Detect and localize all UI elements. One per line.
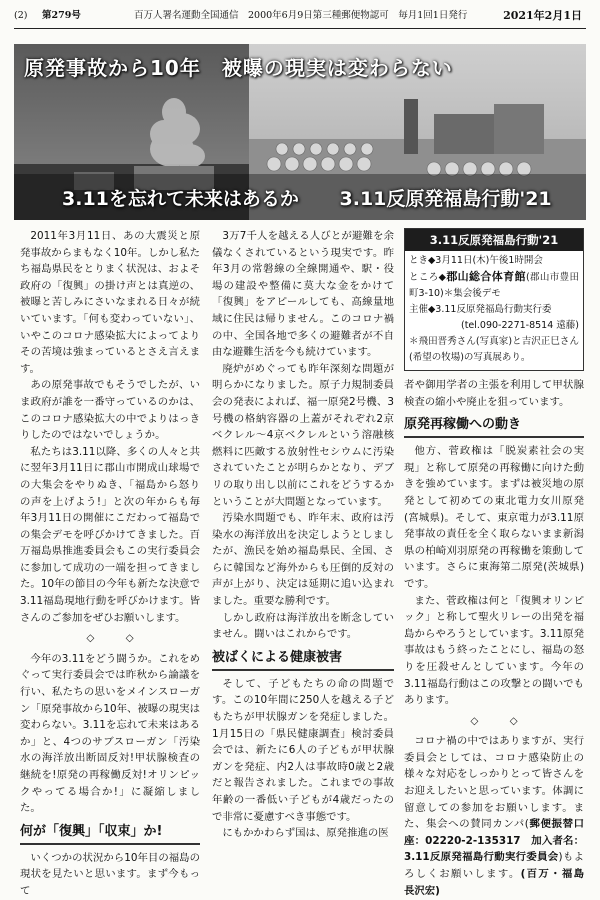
paragraph: 他方、菅政権は「脱炭素社会の実現」と称して原発の再稼働に向けた動きを強めています。まずは被災地の原発として初めての東北電力女川原発(宮城県)。そして、東京電力が3.11原発事故の責任を全く取らないまま新潟県の柏崎刈羽原発の再稼働を策動しています。さらに東海第二原発(茨城県)です。 — [404, 445, 584, 590]
hero-subtitle-left: 3.11を忘れて未来はあるか — [62, 188, 299, 210]
paragraph — [404, 733, 595, 899]
event-venue-address: (郡山市豊田町3-10)＊集会後デモ — [409, 272, 580, 299]
paragraph: にもかかわらず国は、原発推進の医 — [222, 827, 389, 840]
paragraph: 3万7千人を越える人びとが避難を余儀なくされているという現実です。昨年3月の常磐線の全線開通や、駅・役場の建設や整備に莫大な金をかけて「復興」をアピールしても、高線量地域に住民は帰りません。このコロナ禍の中、全国各地で多くの避難者が不自由な避難生活を今も続けています。 — [212, 230, 394, 359]
paragraph: 廃炉がめぐっても昨年深刻な問題が明らかになりました。原子力規制委員会の発表によれば、福一原発2号機、3号機の格納容器の上蓋がそれぞれ2京ベクレル～4京ベクレルという溶融核燃料に匹敵する放射性セシウムに汚染されていたことが明らかとなり、デブリの取り出し以前にこれをどうするかということが大問題となっています。 — [212, 362, 394, 508]
paragraph: 者や御用学者の主張を利用して甲状腺検査の縮小や廃止を狙っています。 — [404, 379, 584, 408]
paragraph-text: )もよろしくお願いします。 — [404, 851, 584, 881]
paragraph: 汚染水問題でも、昨年末、政府は汚染水の海洋放出を決定しようとしましたが、漁民を始め福島県民、全国、さらに韓国など海外からも圧倒的反対の声が上がり、決定は延期に追い込まれました。重要な勝利です。 — [212, 512, 394, 608]
paragraph: しかし政府は海洋放出を断念していません。闘いはこれからです。 — [212, 611, 394, 641]
paragraph-text: コロナ禍の中ではありますが、実行委員会としては、コロナ感染防止の様々な対応をしっかりとって皆さんをお迎えしたいと思っています。体調に留意しての参加をお願いします。また、集会への賛同カンパ( — [404, 735, 584, 831]
event-organizer: 主催◆3.11反原発福島行動実行委 — [409, 304, 552, 315]
author-signature: (百万・福島 長沢宏) — [404, 868, 595, 897]
paragraph: そして、子どもたちの命の問題です。この10年間に250人を越える子どもたちが甲状腺ガンを発症しました。1月15日の「県民健康調査」検討委員会では、新たに6人の子どもが甲状腺ガンを発症、内2人は事故時0歳と2歳だと報告されました。これまでの事故年齢の一番低い子どもが4歳だったので非常に憂慮すべき事態です。 — [212, 677, 394, 823]
event-phone: (tel.090-2271-8514 遠藤) — [460, 320, 579, 331]
issue-date: 2021年2月1日 — [503, 9, 582, 22]
page-number: (2) — [14, 10, 28, 21]
hero-photo-banner — [14, 44, 586, 220]
section-heading: 被ばくによる健康被害 — [212, 649, 394, 671]
page-header — [14, 4, 586, 29]
paragraph: 私たちは3.11以降、多くの人々と共に翌年3月11日に郡山市開成山球場での大集会をやりぬき、「福島から怒りの声を上げよう!」と次の年からも毎年3月11日の開催にこだわって福島での集会デモを呼びかけてきました。百万福島県推進委員会もこの実行委員会に参加して成功の一端を担ってきました。10年の節目の今年も新たな決意で3.11福島現地行動を呼びかけます。皆さんのご参加をぜひお願いします。 — [20, 445, 200, 624]
event-note: ＊飛田晋秀さん(写真家)と吉沢正巳さん(希望の牧場)の写真展あり。 — [409, 336, 579, 363]
section-heading: 何が「復興」「収束」か! — [20, 823, 200, 845]
paragraph: また、菅政権は何と「復興オリンピック」と称して聖火リレーの出発を福島からやろうとしています。3.11原発事故はもう終ったことにし、福島の怒りを圧殺せんとしています。今年の3.11福島行動はこの攻撃との闘いでもあります。 — [404, 594, 584, 707]
section-divider: ◇ ◇ — [470, 714, 518, 727]
event-when: とき◆3月11日(木)午後1時開会 — [409, 255, 543, 266]
section-divider: ◇ ◇ — [86, 632, 134, 645]
article-column-3 — [404, 228, 595, 899]
article-column-1 — [20, 228, 200, 900]
hero-subtitle-right: 3.11反原発福島行動'21 — [339, 188, 552, 210]
donation-account: 郵便振替口座：02220-2-135317 加入者名：3.11反原発福島行動実行委員会 — [404, 818, 585, 864]
article-column-2 — [212, 228, 394, 842]
publication-info: 百万人署名運動全国通信 2000年6月9日第三種郵便物認可 毎月1回1日発行 — [134, 10, 468, 21]
event-title: 3.11反原発福島行動'21 — [405, 229, 583, 251]
issue-number: 第279号 — [42, 10, 81, 21]
hero-subtitle — [62, 184, 586, 211]
section-heading: 原発再稼働への動き — [404, 416, 584, 438]
paragraph: 2011年3月11日、あの大震災と原発事故からまもなく10年。しかし私たち福島県民をとりまく状況は、およそ政府の「復興」の掛け声とは真逆の、被曝と苦しみにさいなまれる日々が続いています。「何も変わっていない」、いやこのコロナ感染拡大によってよりその苦境は強まっているとさえ言えます。 — [20, 230, 200, 375]
event-venue: 郡山総合体育館 — [446, 270, 526, 283]
paragraph: あの原発事故でもそうでしたが、いま政府が誰を一番守っているのかは、このコロナ感染拡大の中でよりはっきりしたのではないでしょうか。 — [20, 379, 200, 442]
hero-title: 原発事故から10年 被曝の現実は変わらない — [24, 56, 453, 80]
event-where-label: ところ◆ — [409, 272, 447, 283]
event-where — [405, 269, 583, 302]
paragraph: 今年の3.11をどう闘うか。これをめぐって実行委員会では昨秋から論議を行い、私たちの思いをメインスローガン「原発事故から10年、被曝の現実は変わらない。3.11を忘れて未来はあるか」と、4つのサブスローガン「汚染水の海洋放出断固反対!甲状腺検査の継続を!原発の再稼働反対!オリンピックやってる場合か!」に凝縮しました。 — [20, 652, 200, 815]
paragraph: いくつかの状況から10年目の福島の現状を見たいと思います。まず今もって — [20, 851, 200, 897]
event-info-box — [404, 228, 584, 371]
